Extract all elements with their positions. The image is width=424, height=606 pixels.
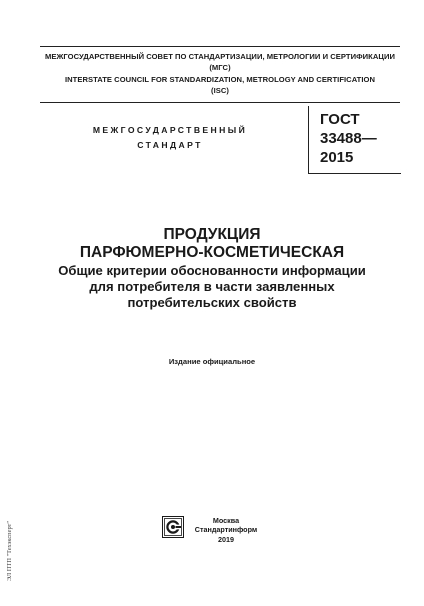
publisher-city: Москва (212, 516, 240, 525)
council-abbr-ru: (МГС) (209, 63, 231, 73)
publisher-year: 2019 (218, 534, 234, 544)
subtitle-line3: потребительских свойств (127, 295, 297, 310)
council-name-ru: МЕЖГОСУДАРСТВЕННЫЙ СОВЕТ ПО СТАНДАРТИЗАЦИИ, МЕТРОЛОГИИ И СЕРТИФИКАЦИИ (44, 52, 395, 61)
title-line2: ПАРФЮМЕРНО-КОСМЕТИЧЕСКАЯ (79, 243, 345, 261)
vertical-watermark: ЭЛ ПТП "Техэксперт" (6, 521, 13, 581)
publisher-name: Стандартинформ (194, 525, 258, 535)
subtitle-line2: для потребителя в части заявленных (89, 279, 335, 294)
gost-designation (320, 110, 377, 167)
gost-number: 33488— (320, 130, 377, 147)
standard-type (70, 123, 270, 153)
council-header (40, 46, 400, 103)
title-line1: ПРОДУКЦИЯ (163, 226, 261, 243)
standartinform-logo-icon (162, 516, 184, 538)
subtitle-line1: Общие критерии обоснованности информации (58, 263, 366, 278)
edition-label: Издание официальное (168, 357, 256, 366)
logo-graphic (162, 516, 184, 538)
gost-designation-box (308, 106, 401, 174)
standard-type-line1: МЕЖГОСУДАРСТВЕННЫЙ (92, 125, 248, 135)
council-name-en: INTERSTATE COUNCIL FOR STANDARDIZATION, METROLOGY AND CERTIFICATION (64, 74, 376, 84)
gost-prefix: ГОСТ (320, 111, 360, 128)
gost-year: 2015 (320, 149, 354, 166)
publisher-info (186, 516, 266, 544)
document-subtitle (20, 263, 404, 311)
standard-type-line2: СТАНДАРТ (137, 140, 203, 150)
council-abbr-en: (ISC) (211, 86, 229, 96)
document-title (20, 226, 404, 261)
